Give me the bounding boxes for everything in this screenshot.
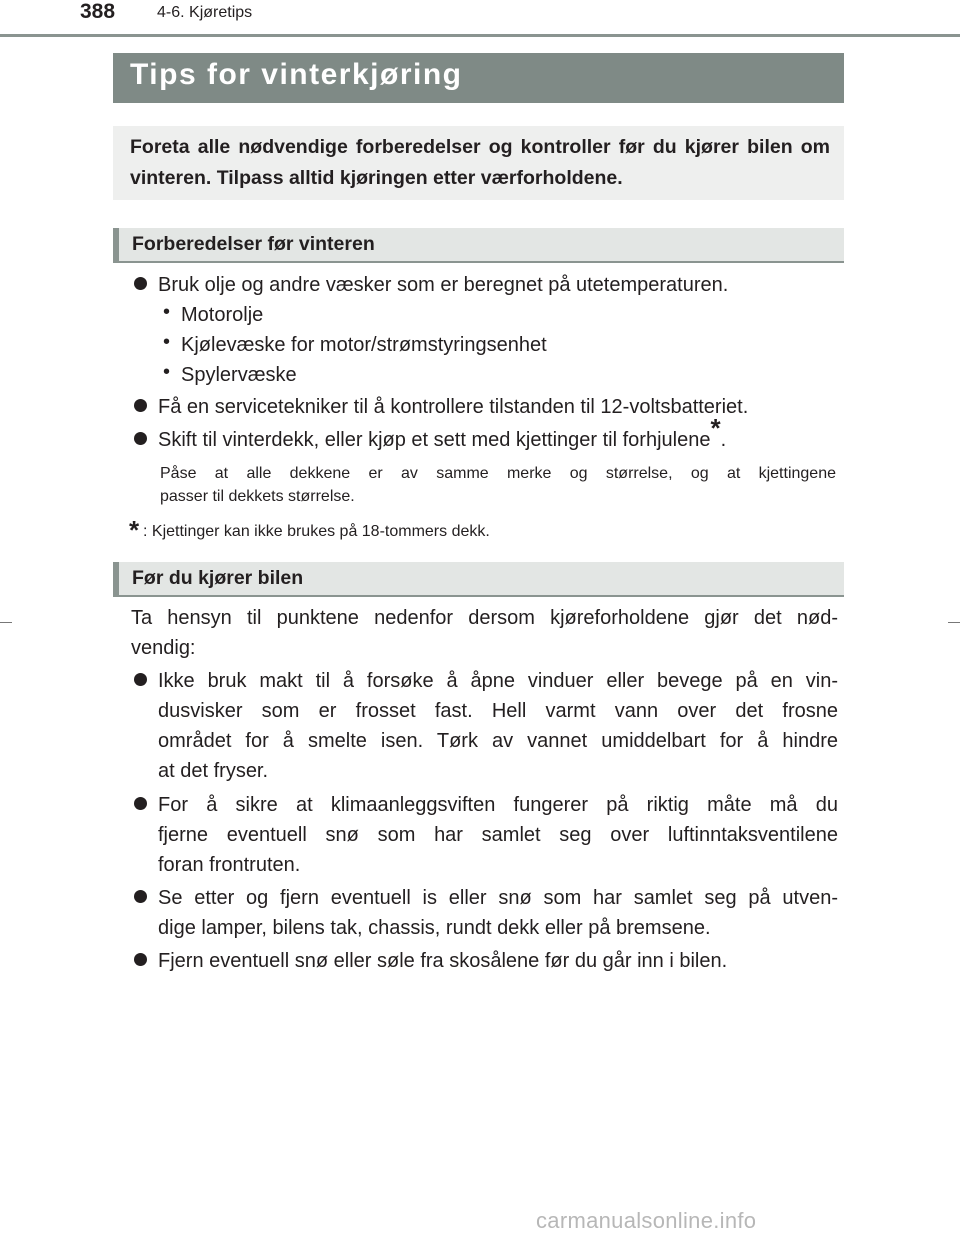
list-item: Fjern eventuell snø eller søle fra skosålene før du går inn i bilen.	[158, 950, 728, 972]
bullet-icon	[134, 953, 147, 966]
intro-box	[113, 126, 844, 200]
dot-bullet-icon: •	[163, 361, 171, 383]
list-item-line: Se etter og fjern eventuell is eller snø som har samlet seg på utven-	[158, 887, 838, 909]
section-heading-preparations	[113, 228, 844, 263]
list-item: Bruk olje og andre væsker som er beregnet på utetemperaturen.	[158, 274, 729, 296]
lead-line: Ta hensyn til punktene nedenfor dersom kjøreforholdene gjør det nød-	[131, 607, 838, 629]
note-line: Påse at alle dekkene er av samme merke og størrelse, og at kjettingene	[160, 465, 836, 482]
section-heading-text: Forberedelser før vinteren	[132, 233, 375, 255]
sub-list-item: Spylervæske	[181, 364, 297, 386]
list-item-line: at det fryser.	[158, 760, 269, 782]
bullet-icon	[134, 673, 147, 686]
lead-line: vendig:	[131, 637, 196, 659]
note-line: passer til dekkets størrelse.	[160, 488, 355, 505]
bullet-icon	[134, 797, 147, 810]
page-header	[0, 0, 960, 40]
page-title: Tips for vinterkjøring	[130, 58, 463, 91]
crop-mark	[0, 622, 12, 623]
watermark: carmanualsonline.info	[536, 1208, 757, 1233]
bullet-icon	[134, 890, 147, 903]
footnote-text: : Kjettinger kan ikke brukes på 18-tommers dekk.	[143, 523, 490, 540]
crop-mark	[948, 622, 960, 623]
list-item-line: dige lamper, bilens tak, chassis, rundt dekk eller på bremsene.	[158, 917, 711, 939]
list-item-line: fjerne eventuell snø som har samlet seg over luftinntaksventilene	[158, 824, 838, 846]
bullet-icon	[134, 399, 147, 412]
header-rule	[0, 34, 960, 37]
list-item-line: dusvisker som er frosset fast. Hell varmt vann over det frosne	[158, 700, 838, 722]
list-item-line: Ikke bruk makt til å forsøke å åpne vinduer eller bevege på en vin-	[158, 670, 838, 692]
page-title-bar	[113, 53, 844, 103]
list-item-text: Skift til vinterdekk, eller kjøp et sett med kjettinger til forhjulene	[158, 429, 711, 451]
list-item-end: .	[720, 429, 727, 451]
list-item-line: foran frontruten.	[158, 854, 301, 876]
sub-list-item: Kjølevæske for motor/strømstyringsenhet	[181, 334, 547, 356]
list-item-line: området for å smelte isen. Tørk av vannet umiddelbart for å hindre	[158, 730, 838, 752]
bullet-icon	[134, 432, 147, 445]
footnote-marker: *	[710, 413, 721, 443]
section-heading-before-driving	[113, 562, 844, 597]
page-number: 388	[80, 0, 116, 23]
list-item	[158, 413, 727, 455]
section-reference: 4-6. Kjøretips	[157, 4, 253, 21]
dot-bullet-icon: •	[163, 331, 171, 353]
sub-list-item: Motorolje	[181, 304, 264, 326]
intro-text: Foreta alle nødvendige forberedelser og kontroller før du kjører bilen om vinteren. Tilpass alltid kjøringen etter værforholdene.	[130, 136, 830, 189]
footnote-asterisk: *	[129, 515, 140, 545]
dot-bullet-icon: •	[163, 301, 171, 323]
list-item: Få en servicetekniker til å kontrollere tilstanden til 12-voltsbatteriet.	[158, 396, 749, 418]
bullet-icon	[134, 277, 147, 290]
list-item-line: For å sikre at klimaanleggsviften fungerer på riktig måte må du	[158, 794, 838, 816]
section-heading-text: Før du kjører bilen	[132, 567, 304, 589]
